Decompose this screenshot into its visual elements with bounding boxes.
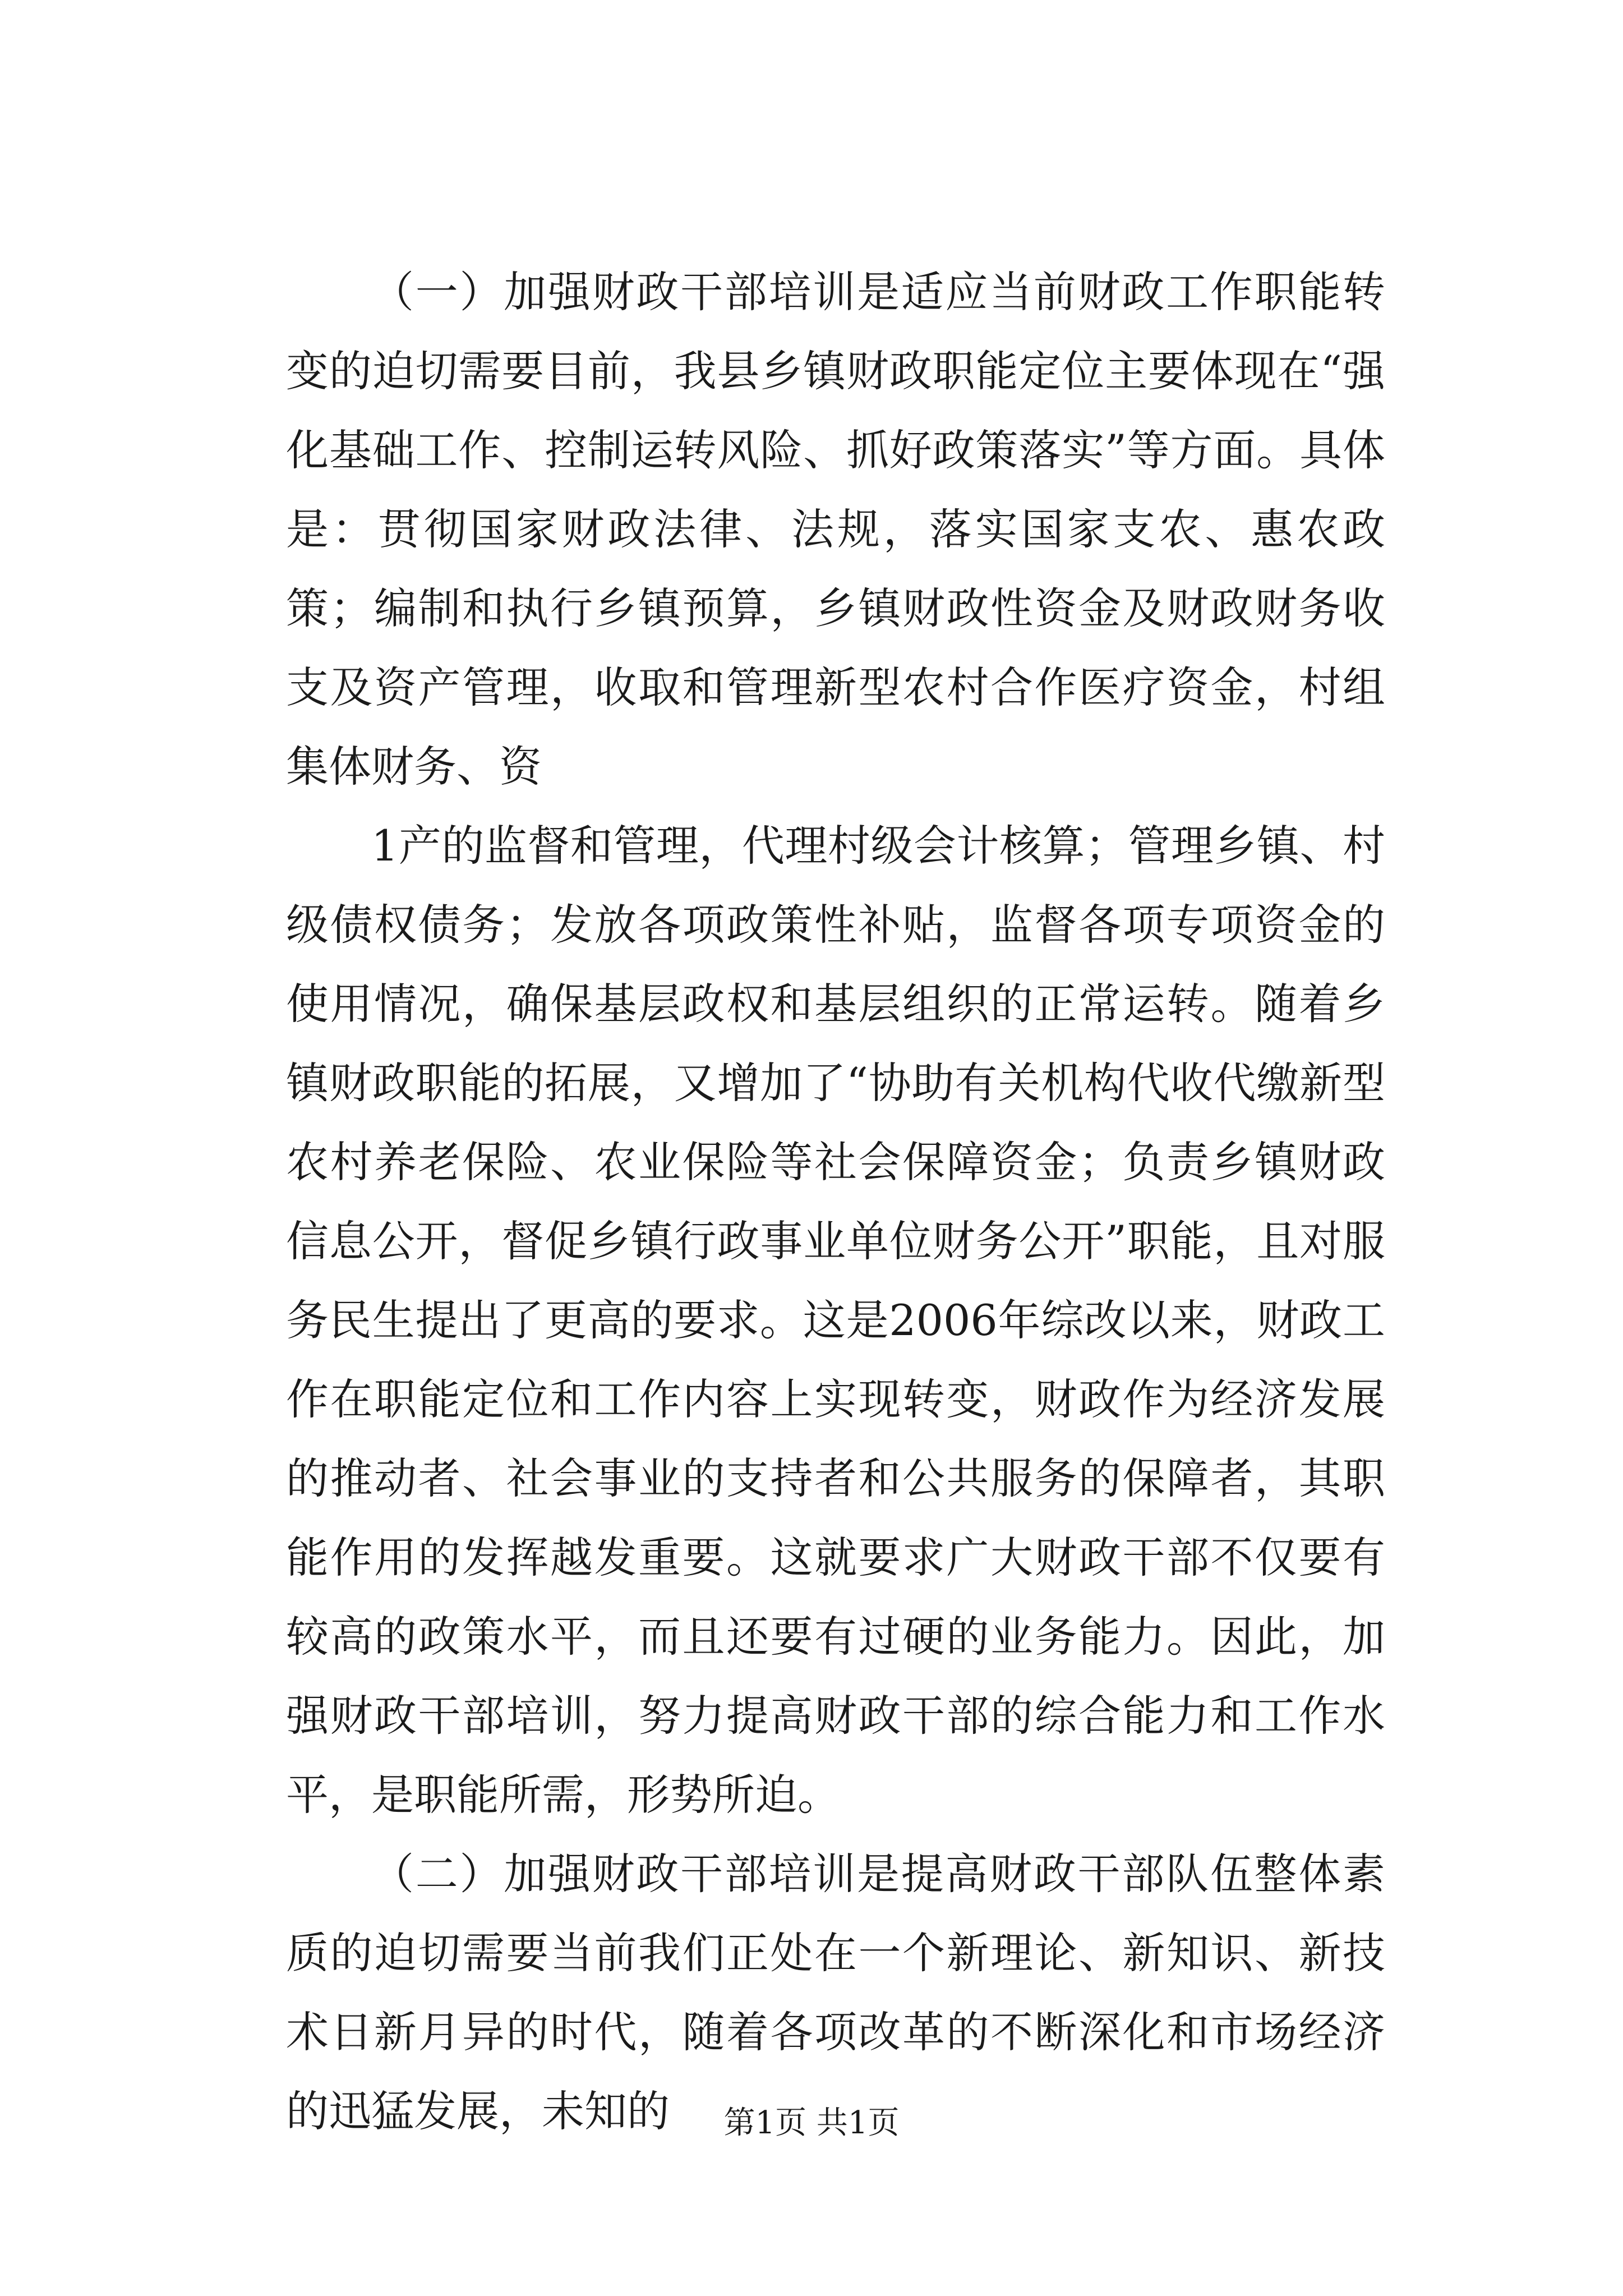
paragraph-1: （一）加强财政干部培训是适应当前财政工作职能转变的迫切需要目前，我县乡镇财政职能定位主要体现在“强化基础工作、控制运转风险、抓好政策落实”等方面。具体是：贯彻国家财政法律、法规，落实国家支农、惠农政策；编制和执行乡镇预算，乡镇财政性资金及财政财务收支及资产管理，收取和管理新型农村合作医疗资金，村组集体财务、资 [286,267,1385,792]
body-text [286,252,1385,2151]
page-footer: 第1页 共1页 [723,2105,900,2141]
paragraph-3: （二）加强财政干部培训是提高财政干部队伍整体素质的迫切需要当前我们正处在一个新理论、新知识、新技术日新月异的时代，随着各项改革的不断深化和市场经济的迅猛发展，未知的 [286,1849,1385,2136]
paragraph-2: 1产的监督和管理，代理村级会计核算；管理乡镇、村级债权债务；发放各项政策性补贴，监督各项专项资金的使用情况，确保基层政权和基层组织的正常运转。随着乡镇财政职能的拓展，又增加了“协助有关机构代收代缴新型农村养老保险、农业保险等社会保障资金；负责乡镇财政信息公开，督促乡镇行政事业单位财务公开”职能，且对服务民生提出了更高的要求。这是2006年综改以来，财政工作在职能定位和工作内容上实现转变，财政作为经济发展的推动者、社会事业的支持者和公共服务的保障者，其职能作用的发挥越发重要。这就要求广大财政干部不仅要有较高的政策水平，而且还要有过硬的业务能力。因此，加强财政干部培训，努力提高财政干部的综合能力和工作水平，是职能所需，形势所迫。 [286,821,1385,1820]
